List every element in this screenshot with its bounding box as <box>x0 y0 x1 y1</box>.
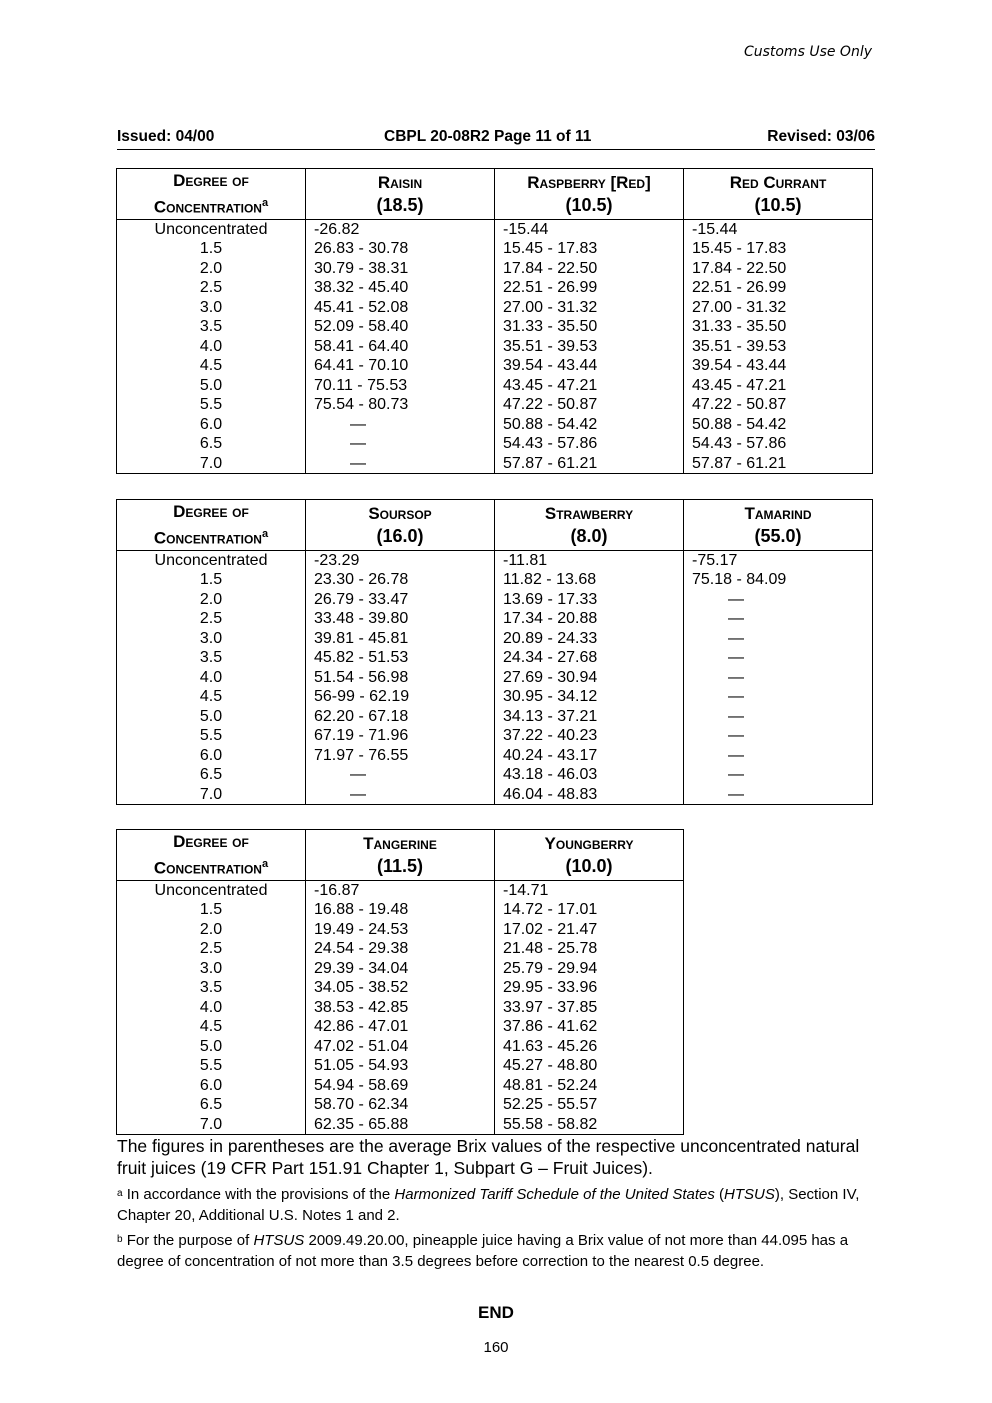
range-value: 22.51 - 26.99 <box>503 279 598 297</box>
fruit-name: Soursop <box>368 504 432 524</box>
range-value: 48.81 - 52.24 <box>503 1076 598 1094</box>
degree-column-header <box>117 500 306 551</box>
degree-header-word: Concentration <box>153 528 262 548</box>
fruit-column-header <box>306 169 495 220</box>
range-value: 29.39 - 34.04 <box>314 959 409 977</box>
degree-value: 4.0 <box>199 998 223 1016</box>
range-value: 47.22 - 50.87 <box>692 396 787 414</box>
degree-value: 3.5 <box>199 649 223 667</box>
range-value: 20.89 - 24.33 <box>503 629 598 647</box>
degree-value: 6.5 <box>199 435 223 453</box>
range-value: 27.69 - 30.94 <box>503 668 598 686</box>
fruit-column-header <box>495 169 684 220</box>
degree-header-line2 <box>117 853 305 880</box>
range-value: 24.54 - 29.38 <box>314 940 409 958</box>
fruit-name: Red Currant <box>729 173 827 193</box>
range-value: 26.83 - 30.78 <box>314 240 409 258</box>
range-value: 42.86 - 47.01 <box>314 1018 409 1036</box>
range-value: 58.70 - 62.34 <box>314 1096 409 1114</box>
fruit-column-header <box>684 169 873 220</box>
footnote-a-text: In accordance with the provisions of the <box>122 1186 395 1203</box>
fruit-values-column <box>684 219 873 474</box>
footnote-b-mark: b <box>117 1234 123 1245</box>
fruit-name: Tangerine <box>363 834 437 854</box>
range-value: 40.24 - 43.17 <box>503 746 598 764</box>
fruit-brix-value: (18.5) <box>376 195 424 216</box>
customs-use-label: Customs Use Only <box>743 44 872 60</box>
range-value: 45.82 - 51.53 <box>314 649 409 667</box>
degree-column-header <box>117 169 306 220</box>
degree-value: 5.5 <box>199 727 223 745</box>
range-value: 46.04 - 48.83 <box>503 785 598 803</box>
range-value: 21.48 - 25.78 <box>503 940 598 958</box>
degree-value: 4.5 <box>199 1018 223 1036</box>
fruit-name: Tamarind <box>744 504 812 524</box>
degree-value: 1.5 <box>199 901 223 919</box>
degree-header-footnote-mark: a <box>261 197 269 209</box>
range-value: — <box>350 435 366 453</box>
footnote-b-text: For the purpose of <box>122 1232 254 1249</box>
range-value: -16.87 <box>314 881 360 899</box>
range-value: 19.49 - 24.53 <box>314 920 409 938</box>
footnote-b-rest: 2009.49.20.00, pineapple juice having a Brix value of not more than 44.095 has a degree of concentration of not more than 3.5 degrees before correction to the nearest 0.5 degree. <box>117 1232 849 1270</box>
range-value: 23.30 - 26.78 <box>314 571 409 589</box>
range-value: 71.97 - 76.55 <box>314 746 409 764</box>
degree-value: 5.5 <box>199 396 223 414</box>
range-value: 41.63 - 45.26 <box>503 1037 598 1055</box>
degree-header-line2 <box>117 192 305 219</box>
range-value: 57.87 - 61.21 <box>503 454 598 472</box>
range-value: 55.58 - 58.82 <box>503 1115 598 1133</box>
fruit-name: Strawberry <box>544 504 634 524</box>
range-value: 17.84 - 22.50 <box>503 259 598 277</box>
degree-value: 2.0 <box>199 259 223 277</box>
degree-value: Unconcentrated <box>154 881 268 899</box>
range-value: 30.95 - 34.12 <box>503 688 598 706</box>
range-value: 14.72 - 17.01 <box>503 901 598 919</box>
brix-note: The figures in parentheses are the average Brix values of the respective unconcentrated natural fruit juices (19 CFR Part 151.91 Chapter 1, Subpart G – Fruit Juices). <box>117 1136 860 1178</box>
degree-value: 4.0 <box>199 668 223 686</box>
fruit-values-column <box>306 219 495 474</box>
degree-header-line1: Degree of <box>173 502 249 521</box>
fruit-brix-value: (8.0) <box>570 526 608 547</box>
degree-value: 4.5 <box>199 357 223 375</box>
range-value: 39.54 - 43.44 <box>692 357 787 375</box>
range-value: 27.00 - 31.32 <box>692 298 787 316</box>
range-value: — <box>728 610 744 628</box>
range-value: -15.44 <box>692 220 738 238</box>
range-value: 35.51 - 39.53 <box>503 337 598 355</box>
degree-value: 5.5 <box>199 1057 223 1075</box>
range-value: 51.54 - 56.98 <box>314 668 409 686</box>
fruit-column-header <box>306 830 495 881</box>
range-value: 24.34 - 27.68 <box>503 649 598 667</box>
range-value: 54.94 - 58.69 <box>314 1076 409 1094</box>
fruit-values-column <box>495 219 684 474</box>
range-value: — <box>728 649 744 667</box>
degree-value: 7.0 <box>199 785 223 803</box>
degree-value: 6.5 <box>199 1096 223 1114</box>
page-header <box>117 128 875 150</box>
issued-date: Issued: 04/00 <box>117 128 215 145</box>
footnote-b <box>117 1230 877 1272</box>
range-value: 33.48 - 39.80 <box>314 610 409 628</box>
range-value: -11.81 <box>503 551 548 569</box>
range-value: 17.02 - 21.47 <box>503 920 598 938</box>
degree-value: 2.5 <box>199 610 223 628</box>
range-value: -26.82 <box>314 220 360 238</box>
fruit-name: Raspberry [Red] <box>527 173 651 193</box>
range-value: 52.09 - 58.40 <box>314 318 409 336</box>
range-value: 37.86 - 41.62 <box>503 1018 598 1036</box>
range-value: 37.22 - 40.23 <box>503 727 598 745</box>
range-value: 67.19 - 71.96 <box>314 727 409 745</box>
degree-value: 7.0 <box>199 454 223 472</box>
degree-value: Unconcentrated <box>154 220 268 238</box>
range-value: 50.88 - 54.42 <box>503 415 598 433</box>
range-value: 75.18 - 84.09 <box>692 571 787 589</box>
footnote-a-mark: a <box>117 1188 123 1199</box>
revised-date: Revised: 03/06 <box>767 128 875 145</box>
range-value: 17.34 - 20.88 <box>503 610 598 628</box>
range-value: 70.11 - 75.53 <box>314 376 408 394</box>
degree-header-word: Concentration <box>153 858 262 878</box>
fruit-column-header <box>684 500 873 551</box>
range-value: 45.27 - 48.80 <box>503 1057 598 1075</box>
degree-value: 3.0 <box>199 959 223 977</box>
degree-value: 1.5 <box>199 571 223 589</box>
range-value: 31.33 - 35.50 <box>692 318 787 336</box>
range-value: 31.33 - 35.50 <box>503 318 598 336</box>
degree-column <box>117 219 306 474</box>
range-value: — <box>728 590 744 608</box>
range-value: — <box>728 766 744 784</box>
degree-column <box>117 880 306 1135</box>
range-value: — <box>728 727 744 745</box>
fruit-values-column <box>495 880 684 1135</box>
degree-value: 4.0 <box>199 337 223 355</box>
range-value: 43.18 - 46.03 <box>503 766 598 784</box>
range-value: -14.71 <box>503 881 549 899</box>
fruit-brix-value: (10.0) <box>565 856 613 877</box>
fruit-name: Raisin <box>377 173 423 193</box>
range-value: — <box>728 629 744 647</box>
fruit-name: Youngberry <box>544 834 634 854</box>
range-value: — <box>728 668 744 686</box>
range-value: 26.79 - 33.47 <box>314 590 409 608</box>
range-value: 62.20 - 67.18 <box>314 707 409 725</box>
range-value: 45.41 - 52.08 <box>314 298 409 316</box>
range-value: — <box>728 688 744 706</box>
degree-column-header <box>117 830 306 881</box>
range-value: 62.35 - 65.88 <box>314 1115 409 1133</box>
range-value: -75.17 <box>692 551 738 569</box>
range-value: 22.51 - 26.99 <box>692 279 787 297</box>
range-value: — <box>350 766 366 784</box>
degree-header-footnote-mark: a <box>261 528 269 540</box>
range-value: 38.32 - 45.40 <box>314 279 409 297</box>
range-value: — <box>728 746 744 764</box>
concentration-table-2 <box>116 499 873 805</box>
range-value: 16.88 - 19.48 <box>314 901 409 919</box>
range-value: 34.13 - 37.21 <box>503 707 598 725</box>
range-value: — <box>350 454 366 472</box>
degree-value: 5.0 <box>199 1037 223 1055</box>
fruit-column-header <box>495 830 684 881</box>
range-value: 54.43 - 57.86 <box>503 435 598 453</box>
range-value: 15.45 - 17.83 <box>692 240 787 258</box>
footnote-a-title: Harmonized Tariff Schedule of the United States <box>394 1186 715 1203</box>
degree-value: 2.0 <box>199 920 223 938</box>
range-value: 39.81 - 45.81 <box>314 629 409 647</box>
range-value: — <box>728 707 744 725</box>
range-value: 25.79 - 29.94 <box>503 959 598 977</box>
fruit-brix-value: (10.5) <box>754 195 802 216</box>
degree-value: 6.5 <box>199 766 223 784</box>
fruit-values-column <box>306 880 495 1135</box>
range-value: 64.41 - 70.10 <box>314 357 409 375</box>
degree-value: 2.5 <box>199 279 223 297</box>
fruit-brix-value: (16.0) <box>376 526 424 547</box>
range-value: 29.95 - 33.96 <box>503 979 598 997</box>
end-marker: END <box>478 1303 514 1322</box>
range-value: 39.54 - 43.44 <box>503 357 598 375</box>
range-value: 27.00 - 31.32 <box>503 298 598 316</box>
fruit-brix-value: (10.5) <box>565 195 613 216</box>
degree-value: 7.0 <box>199 1115 223 1133</box>
degree-value: 3.5 <box>199 318 223 336</box>
degree-value: 2.0 <box>199 590 223 608</box>
degree-header-line1: Degree of <box>173 832 249 851</box>
degree-value: Unconcentrated <box>154 551 268 569</box>
fruit-values-column <box>495 550 684 805</box>
degree-value: 3.0 <box>199 629 223 647</box>
fruit-column-header <box>495 500 684 551</box>
degree-value: 3.5 <box>199 979 223 997</box>
range-value: 56-99 - 62.19 <box>314 688 410 706</box>
range-value: 38.53 - 42.85 <box>314 998 409 1016</box>
range-value: 34.05 - 38.52 <box>314 979 409 997</box>
range-value: 50.88 - 54.42 <box>692 415 787 433</box>
document-id: CBPL 20-08R2 Page 11 of 11 <box>384 128 592 145</box>
range-value: — <box>350 785 366 803</box>
range-value: 43.45 - 47.21 <box>692 376 787 394</box>
range-value: 43.45 - 47.21 <box>503 376 598 394</box>
fruit-column-header <box>306 500 495 551</box>
degree-header-line2 <box>117 523 305 550</box>
degree-value: 6.0 <box>199 746 223 764</box>
range-value: 47.22 - 50.87 <box>503 396 598 414</box>
range-value: -23.29 <box>314 551 360 569</box>
range-value: 13.69 - 17.33 <box>503 590 598 608</box>
range-value: -15.44 <box>503 220 549 238</box>
footnote-b-abbrev: HTSUS <box>253 1232 305 1249</box>
range-value: — <box>728 785 744 803</box>
range-value: 30.79 - 38.31 <box>314 259 409 277</box>
range-value: 54.43 - 57.86 <box>692 435 787 453</box>
degree-header-line1: Degree of <box>173 171 249 190</box>
degree-value: 5.0 <box>199 707 223 725</box>
fruit-brix-value: (11.5) <box>376 856 424 877</box>
degree-column <box>117 550 306 805</box>
range-value: — <box>350 415 366 433</box>
range-value: 17.84 - 22.50 <box>692 259 787 277</box>
footnote-a-rest: ), Section IV, Chapter 20, Additional U.S. Notes 1 and 2. <box>117 1186 860 1224</box>
degree-value: 5.0 <box>199 376 223 394</box>
degree-header-word: Concentration <box>153 197 262 217</box>
range-value: 57.87 - 61.21 <box>692 454 787 472</box>
page-number: 160 <box>483 1339 509 1356</box>
concentration-table-3 <box>116 829 684 1135</box>
footnote-a-paren: ( <box>714 1186 725 1203</box>
footnote-a <box>117 1184 877 1226</box>
fruit-values-column <box>306 550 495 805</box>
range-value: 33.97 - 37.85 <box>503 998 598 1016</box>
range-value: 15.45 - 17.83 <box>503 240 598 258</box>
range-value: 52.25 - 55.57 <box>503 1096 598 1114</box>
range-value: 51.05 - 54.93 <box>314 1057 409 1075</box>
degree-value: 1.5 <box>199 240 223 258</box>
range-value: 58.41 - 64.40 <box>314 337 409 355</box>
concentration-table-1 <box>116 168 873 474</box>
range-value: 11.82 - 13.68 <box>503 571 597 589</box>
degree-value: 6.0 <box>199 415 223 433</box>
footnote-a-abbrev: HTSUS <box>724 1186 775 1203</box>
range-value: 47.02 - 51.04 <box>314 1037 409 1055</box>
range-value: 35.51 - 39.53 <box>692 337 787 355</box>
degree-value: 2.5 <box>199 940 223 958</box>
degree-header-footnote-mark: a <box>261 858 269 870</box>
degree-value: 4.5 <box>199 688 223 706</box>
fruit-brix-value: (55.0) <box>754 526 802 547</box>
degree-value: 3.0 <box>199 298 223 316</box>
fruit-values-column <box>684 550 873 805</box>
degree-value: 6.0 <box>199 1076 223 1094</box>
range-value: 75.54 - 80.73 <box>314 396 409 414</box>
